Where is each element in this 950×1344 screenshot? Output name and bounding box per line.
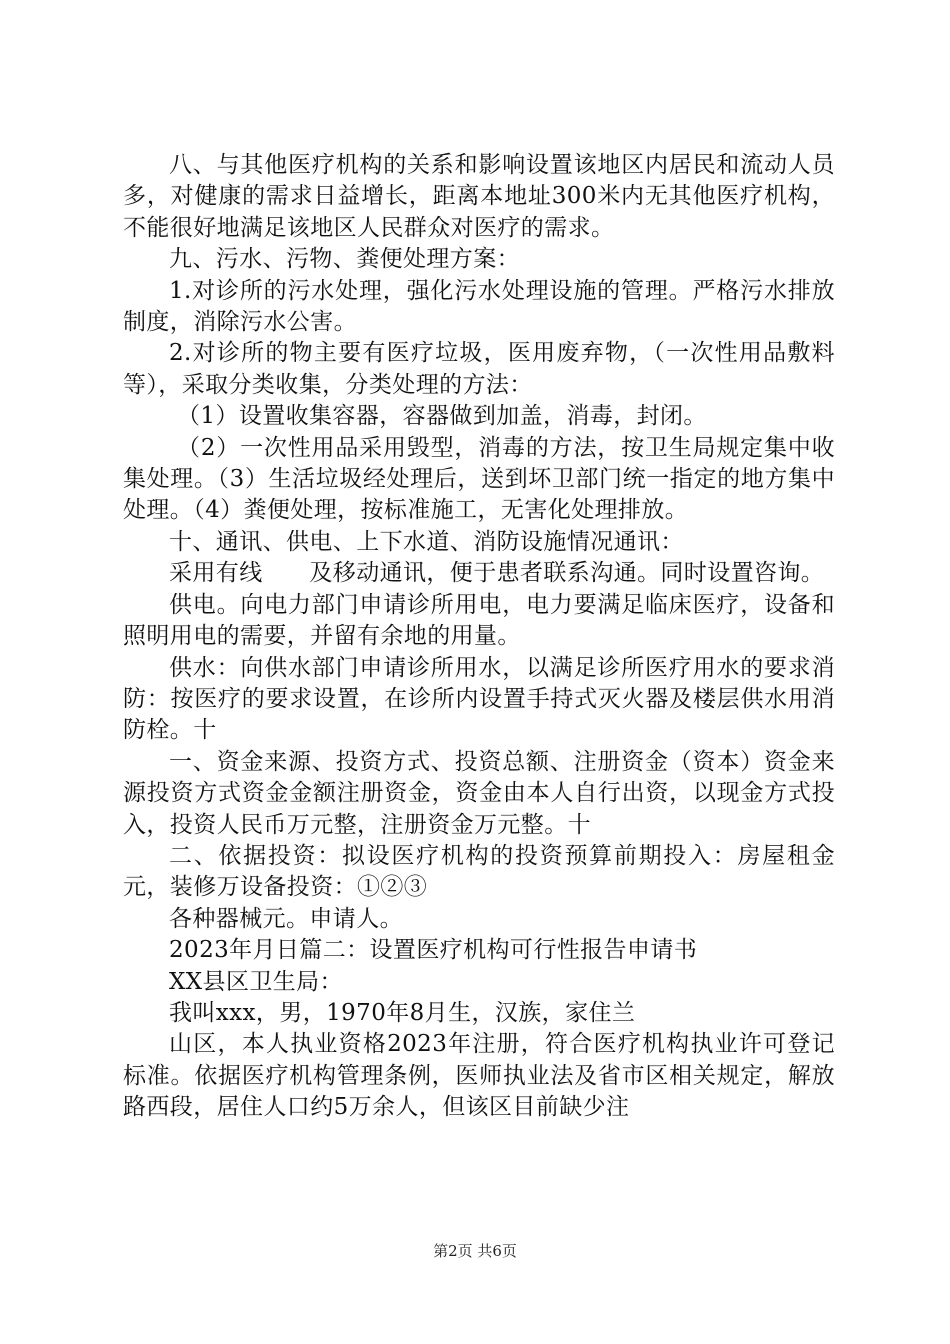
paragraph: 供电。向电力部门申请诊所用电，电力要满足临床医疗，设备和照明用电的需要，并留有余地的用量。	[123, 591, 835, 650]
paragraph: （2）一次性用品采用毁型，消毒的方法，按卫生局规定集中收集处理。（3）生活垃圾经处理后，送到坏卫部门统一指定的地方集中处理。（4）粪便处理，按标准施工，无害化处理排放。	[123, 434, 835, 524]
paragraph: 山区，本人执业资格2023年注册，符合医疗机构执业许可登记标准。依据医疗机构管理条例，医师执业法及省市区相关规定，解放路西段，居住人口约5万余人，但该区目前缺少注	[123, 1031, 835, 1121]
paragraph: 采用有线 及移动通讯，便于患者联系沟通。同时设置咨询。	[169, 560, 825, 587]
page-number-label: 第2页 共6页	[433, 1242, 517, 1260]
paragraph: 二、依据投资：拟设医疗机构的投资预算前期投入：房屋租金元，装修万设备投资：①②③	[123, 842, 835, 901]
paragraph: 供水：向供水部门申请诊所用水，以满足诊所医疗用水的要求消防：按医疗的要求设置，在诊所内设置手持式灭火器及楼层供水用消防栓。十	[123, 654, 835, 744]
paragraph: 2.对诊所的物主要有医疗垃圾，医用废弃物，（一次性用品敷料等），采取分类收集，分类处理的方法：	[123, 340, 835, 398]
paragraph: 十、通讯、供电、上下水道、消防设施情况通讯：	[169, 528, 684, 555]
paragraph: 各种器械元。申请人。	[169, 905, 403, 932]
paragraph: 2023年月日篇二：设置医疗机构可行性报告申请书	[169, 937, 698, 964]
document-body	[123, 150, 835, 1124]
paragraph: 一、资金来源、投资方式、投资总额、注册资金（资本）资金来源投资方式资金金额注册资金，资金由本人自行出资，以现金方式投入，投资人民币万元整，注册资金万元整。十	[123, 748, 835, 838]
paragraph: 我叫xxx，男，1970年8月生，汉族，家住兰	[169, 999, 636, 1026]
paragraph: 1.对诊所的污水处理，强化污水处理设施的管理。严格污水排放制度，消除污水公害。	[123, 277, 835, 336]
paragraph: 八、与其他医疗机构的关系和影响设置该地区内居民和流动人员多，对健康的需求日益增长，距离本地址300米内无其他医疗机构，不能很好地满足该地区人民群众对医疗的需求。	[123, 152, 835, 241]
paragraph: 九、污水、污物、粪便处理方案：	[169, 246, 520, 273]
paragraph: （1）设置收集容器，容器做到加盖，消毒，封闭。	[177, 403, 707, 430]
page-footer	[0, 1240, 950, 1261]
paragraph: XX县区卫生局：	[169, 968, 343, 995]
